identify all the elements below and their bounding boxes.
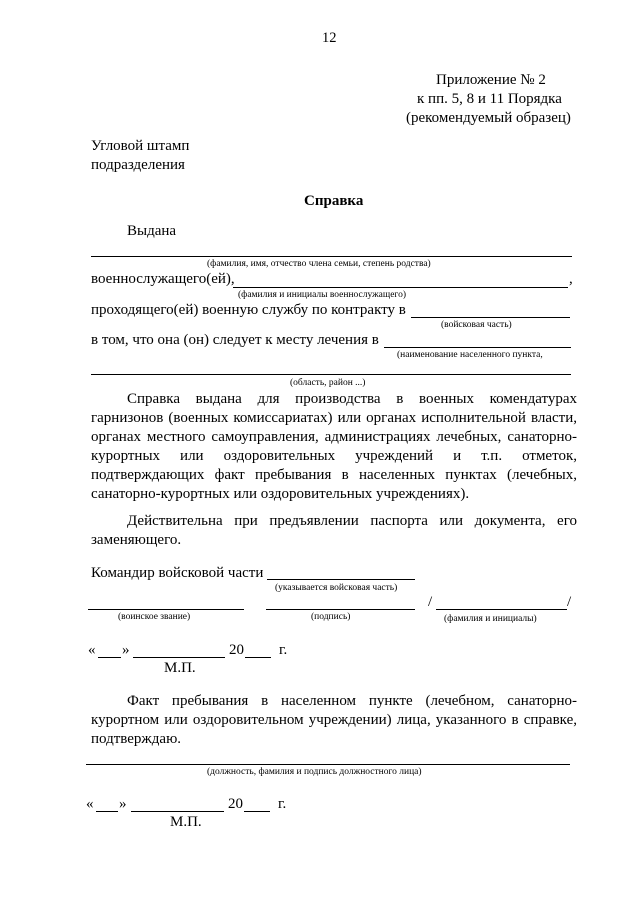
date-2-month-line [131, 811, 224, 812]
document-title: Справка [304, 193, 364, 209]
date-2-close-quote: » [119, 796, 127, 812]
issued-to-label: Выдана [127, 223, 177, 239]
official-caption: (должность, фамилия и подпись должностного лица) [207, 767, 422, 777]
validity-paragraph [91, 512, 577, 550]
locality-line [384, 347, 571, 348]
seal-1: М.П. [164, 660, 196, 676]
validity-line-2: заменяющего. [91, 532, 182, 548]
purpose-line-4: курортных или оздоровительных учреждений и т.п. отметок, [91, 448, 577, 464]
stamp-line-2: подразделения [91, 157, 185, 173]
confirmation-paragraph [91, 692, 577, 749]
commander-unit-line [267, 579, 415, 580]
date-1-month-line [133, 657, 225, 658]
military-unit-caption: (войсковая часть) [441, 320, 512, 330]
stamp-line-1: Угловой штамп [91, 138, 190, 154]
military-unit-line [411, 317, 570, 318]
region-line [91, 374, 571, 375]
purpose-line-2: гарнизонов (военных комиссариатах) или органах исполнительной власти, [91, 410, 577, 426]
signature-line [266, 609, 415, 610]
purpose-line-1: Справка выдана для производства в военных комендатурах [127, 391, 577, 407]
commander-label: Командир войсковой части [91, 565, 264, 581]
name-initials-line [436, 609, 567, 610]
purpose-line-5: подтверждающих факт пребывания в населенных пунктах (лечебных, [91, 467, 577, 483]
date-2-day-line [96, 811, 118, 812]
appendix-line-1: Приложение № 2 [436, 72, 546, 88]
date-1-year-line [245, 657, 271, 658]
date-1-year-prefix: 20 [229, 642, 244, 658]
purpose-line-6: санаторно-курортных или оздоровительных учреждениях). [91, 486, 470, 502]
date-1-year-suffix: г. [279, 642, 288, 658]
confirmation-line-1: Факт пребывания в населенном пункте (лечебном, санаторно- [127, 693, 577, 709]
commander-unit-caption: (указывается войсковая часть) [275, 583, 398, 593]
locality-caption: (наименование населенного пункта, [397, 350, 543, 360]
serviceman-comma: , [569, 271, 573, 287]
region-caption: (область, район ...) [290, 378, 366, 388]
date-2-year-prefix: 20 [228, 796, 243, 812]
date-1-open-quote: « [88, 642, 96, 658]
official-line [86, 764, 570, 765]
rank-caption: (воинское звание) [118, 612, 191, 622]
date-2-open-quote: « [86, 796, 94, 812]
validity-line-1: Действительна при предъявлении паспорта или документа, его [127, 513, 577, 529]
purpose-line-3: органах местного самоуправления, администрациях лечебных, санаторно- [91, 429, 577, 445]
appendix-line-2: к пп. 5, 8 и 11 Порядка [417, 91, 562, 107]
confirmation-line-3: подтверждаю. [91, 731, 182, 747]
page-number: 12 [322, 30, 337, 46]
serviceman-caption: (фамилия и инициалы военнослужащего) [238, 290, 407, 300]
service-label: проходящего(ей) военную службу по контракту в [91, 302, 406, 318]
family-member-caption: (фамилия, имя, отчество члена семьи, степень родства) [207, 259, 431, 269]
date-2-year-line [244, 811, 270, 812]
treatment-label: в том, что она (он) следует к месту лечения в [91, 332, 379, 348]
appendix-line-3: (рекомендуемый образец) [406, 110, 571, 126]
serviceman-label: военнослужащего(ей), [91, 271, 235, 287]
confirmation-line-2: курортном или оздоровительном учреждении) лица, указанного в справке, [91, 712, 577, 728]
date-2-year-suffix: г. [278, 796, 287, 812]
slash-close: / [567, 594, 572, 610]
serviceman-line [233, 287, 568, 288]
slash-open: / [428, 594, 433, 610]
rank-line [88, 609, 244, 610]
seal-2: М.П. [170, 814, 202, 830]
signature-caption: (подпись) [311, 612, 351, 622]
family-member-line [91, 256, 572, 257]
name-initials-caption: (фамилия и инициалы) [444, 614, 537, 624]
date-1-close-quote: » [122, 642, 130, 658]
purpose-paragraph [91, 390, 577, 504]
date-1-day-line [98, 657, 121, 658]
